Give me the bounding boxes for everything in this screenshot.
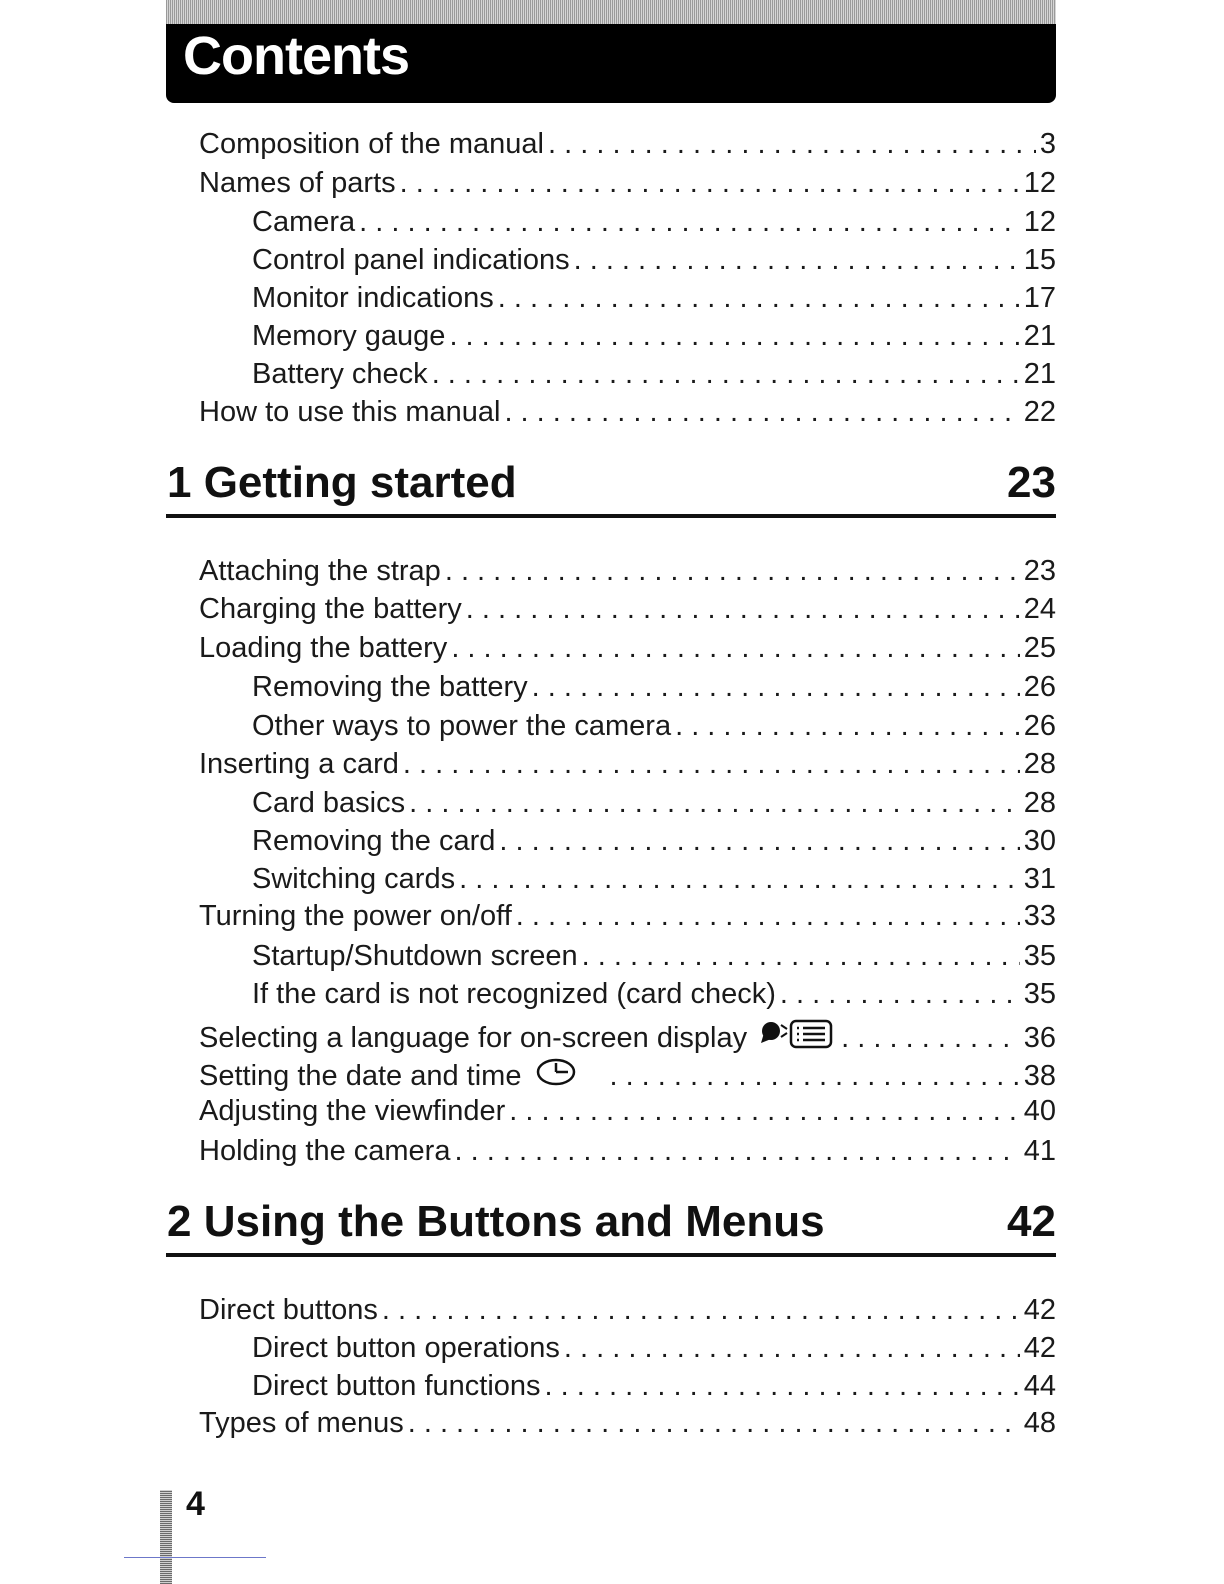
toc-entry-label: How to use this manual [199,396,501,428]
leader-dots [466,590,1020,628]
toc-entry-page: 28 [1023,748,1056,780]
toc-entry[interactable] [199,1013,1056,1054]
leader-dots [609,1057,1019,1095]
leader-dots [548,125,1036,163]
chapter-title: 1 Getting started [167,458,517,507]
toc-entry-label: If the card is not recognized (card check) [252,978,776,1010]
toc-entry-label: Monitor indications [252,282,494,314]
toc-entry-label: Direct button operations [252,1332,560,1364]
toc-entry-label: Card basics [252,787,406,819]
toc-subentry[interactable] [252,203,1056,241]
toc-entry[interactable] [199,1053,1056,1091]
toc-entry-page: 42 [1023,1294,1056,1326]
clock-icon [535,1057,581,1089]
toc-entry-page: 24 [1023,593,1056,625]
toc-entry-label: Direct button functions [252,1370,541,1402]
toc-entry-label: Camera [252,206,356,238]
toc-entry-page: 26 [1023,710,1056,742]
toc-entry[interactable] [199,164,1056,202]
leader-dots [532,668,1020,706]
toc-subentry[interactable] [252,822,1056,860]
toc-entry-label: Direct buttons [199,1294,378,1326]
toc-subentry[interactable] [252,975,1056,1013]
toc-entry-label: Attaching the strap [199,555,441,587]
toc-entry[interactable] [199,393,1056,431]
toc-entry[interactable] [199,1092,1056,1130]
toc-entry-label: Loading the battery [199,632,448,664]
chapter-page: 42 [1007,1197,1056,1246]
toc-entry-label: Startup/Shutdown screen [252,940,578,972]
toc-entry-label: Composition of the manual [199,128,544,160]
toc-entry-page: 31 [1023,863,1056,895]
toc-entry-page: 30 [1023,825,1056,857]
page-marker [160,1490,172,1584]
leader-dots [432,355,1020,393]
toc-subentry[interactable] [252,937,1056,975]
toc-entry-page: 38 [1023,1060,1056,1092]
toc-entry-page: 48 [1023,1407,1056,1439]
toc-entry-page: 35 [1023,978,1056,1010]
toc-entry-label: Setting the date and time [199,1060,522,1092]
leader-dots [454,1132,1019,1170]
toc-entry-page: 42 [1023,1332,1056,1364]
toc-entry-label: Battery check [252,358,428,390]
leader-dots [445,552,1020,590]
leader-dots [780,975,1020,1013]
toc-entry[interactable] [199,1291,1056,1329]
toc-entry-page: 12 [1023,167,1056,199]
leader-dots [499,822,1019,860]
toc-entry-page: 35 [1023,940,1056,972]
toc-entry[interactable] [199,745,1056,783]
footer-rule [124,1557,266,1558]
toc-entry[interactable] [199,629,1056,667]
toc-entry-label: Types of menus [199,1407,404,1439]
toc-entry-label: Control panel indications [252,244,570,276]
toc-entry-label: Selecting a language for on-screen display [199,1022,748,1054]
leader-dots [408,1404,1020,1442]
contents-header [166,0,1056,103]
header-stripe [166,0,1056,24]
toc-entry-page: 36 [1023,1022,1056,1054]
leader-dots [451,629,1019,667]
toc-entry-label: Other ways to power the camera [252,710,672,742]
toc-entry-page: 28 [1023,787,1056,819]
leader-dots [545,1367,1020,1405]
toc-entry-label: Inserting a card [199,748,399,780]
chapter-page: 23 [1007,458,1056,507]
leader-dots [459,860,1020,898]
page-title: Contents [183,26,409,86]
leader-dots [675,707,1020,745]
toc-subentry[interactable] [252,668,1056,706]
toc-entry-page: 22 [1023,396,1056,428]
toc-entry-page: 17 [1023,282,1056,314]
toc-entry-page: 3 [1039,128,1056,160]
leader-dots [582,937,1020,975]
toc-subentry[interactable] [252,317,1056,355]
toc-entry-label: Names of parts [199,167,396,199]
toc-entry-label: Switching cards [252,863,456,895]
toc-entry-page: 41 [1023,1135,1056,1167]
toc-subentry[interactable] [252,707,1056,745]
toc-subentry[interactable] [252,279,1056,317]
toc-entry-page: 25 [1023,632,1056,664]
chapter-heading[interactable] [166,1191,1056,1257]
toc-entry-page: 21 [1023,320,1056,352]
toc-entry-page: 44 [1023,1370,1056,1402]
toc-entry[interactable] [199,590,1056,628]
toc-entry-page: 33 [1023,900,1056,932]
language-menu-icon [761,1017,837,1051]
toc-entry[interactable] [199,125,1056,163]
toc-entry-page: 15 [1023,244,1056,276]
leader-dots [516,897,1020,935]
toc-entry-label: Charging the battery [199,593,462,625]
leader-dots [498,279,1020,317]
toc-entry-page: 26 [1023,671,1056,703]
toc-entry[interactable] [199,1404,1056,1442]
toc-entry-label: Adjusting the viewfinder [199,1095,506,1127]
leader-dots [449,317,1019,355]
toc-entry-label: Removing the card [252,825,496,857]
toc-entry-page: 40 [1023,1095,1056,1127]
toc-entry-page: 12 [1023,206,1056,238]
chapter-title: 2 Using the Buttons and Menus [167,1197,825,1246]
toc-subentry[interactable] [252,784,1056,822]
leader-dots [574,241,1020,279]
toc-entry[interactable] [199,1132,1056,1170]
chapter-heading[interactable] [166,452,1056,518]
toc-entry-page: 23 [1023,555,1056,587]
toc-subentry[interactable] [252,1329,1056,1367]
toc-entry[interactable] [199,552,1056,590]
leader-dots [509,1092,1019,1130]
toc-subentry[interactable] [252,1367,1056,1405]
page-number: 4 [186,1485,205,1523]
toc-subentry[interactable] [252,355,1056,393]
toc-entry[interactable] [199,897,1056,935]
leader-dots [403,745,1020,783]
toc-subentry[interactable] [252,860,1056,898]
leader-dots [841,1019,1020,1057]
toc-entry-label: Removing the battery [252,671,528,703]
toc-subentry[interactable] [252,241,1056,279]
toc-entry-label: Turning the power on/off [199,900,512,932]
toc-entry-label: Holding the camera [199,1135,451,1167]
leader-dots [564,1329,1020,1367]
leader-dots [359,203,1020,241]
leader-dots [504,393,1019,431]
toc-entry-page: 21 [1023,358,1056,390]
leader-dots [409,784,1020,822]
leader-dots [382,1291,1020,1329]
toc-entry-label: Memory gauge [252,320,446,352]
leader-dots [400,164,1020,202]
